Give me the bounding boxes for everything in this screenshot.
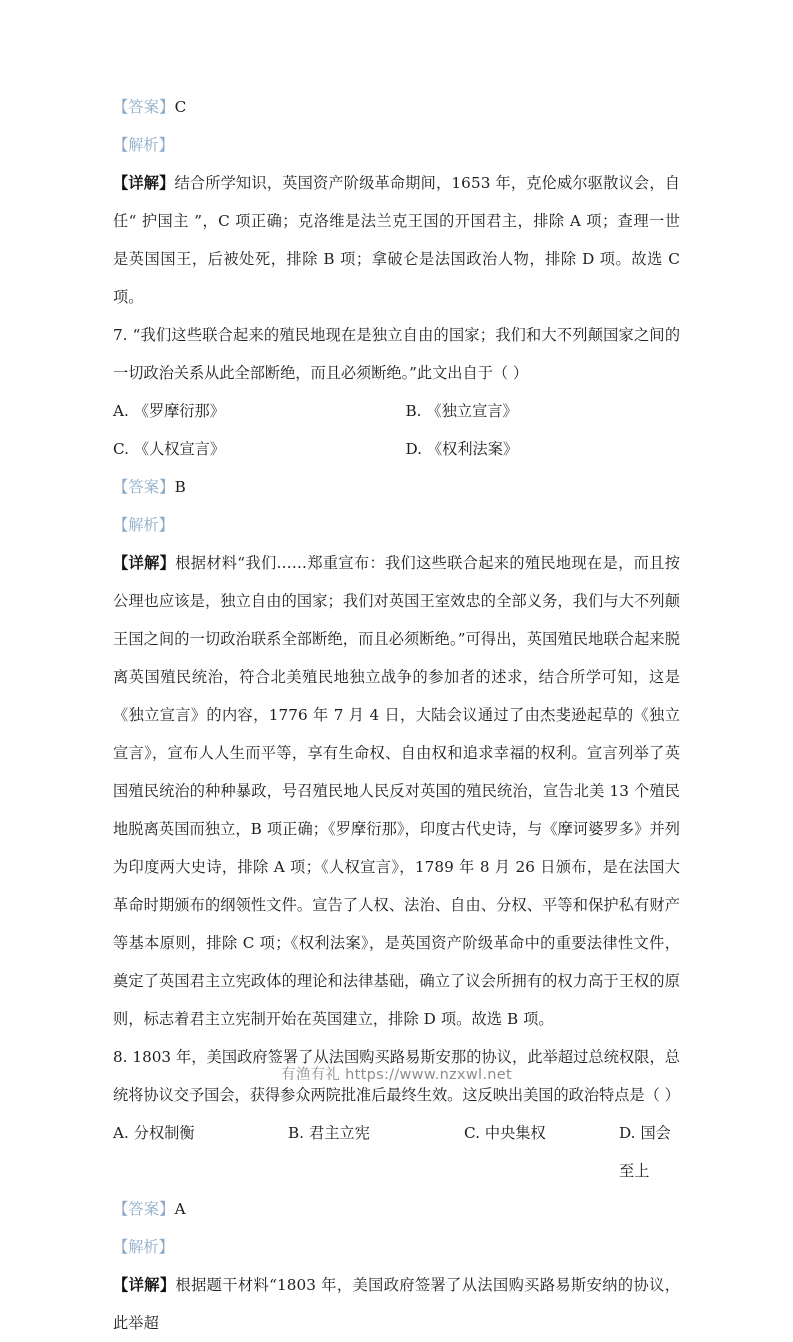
detail-text-q7: 根据材料“我们……郑重宣布：我们这些联合起来的殖民地现在是，而且按公理也应该是，独立自由的国家；我们对英国王室效忠的全部义务，我们与大不列颠王国之间的一切政治联系全部断绝，而且必须断绝。”可得出，英国殖民地联合起来脱离英国殖民统治，符合北美殖民地独立战争的参加者的述求，结合所学可知，这是《独立宣言》的内容，1776 年 7 月 4 日，大陆会议通过了由杰斐逊起草的《独立宣言》，宣布人人生而平等，享有生命权、自由权和追求幸福的权利。宣言列举了英国殖民统治的种种暴政，号召殖民地人民反对英国的殖民统治，宣告北美 13 个殖民地脱离英国而独立，B 项正确；《罗摩衍那》，印度古代史诗，与《摩诃婆罗多》并列为印度两大史诗，排除 A 项；《人权宣言》，1789 年 8 月 26 日颁布，是在法国大革命时期颁布的纲领性文件。宣告了人权、法治、自由、分权、平等和保护私有财产等基本原则，排除 C 项；《权利法案》，是英国资产阶级革命中的重要法律性文件，奠定了英国君主立宪政体的理论和法律基础，确立了议会所拥有的权力高于王权的原则，标志着君主立宪制开始在英国建立，排除 D 项。故选 B 项。 — [113, 554, 680, 1028]
document-content — [113, 88, 680, 1342]
option-text-7-b: 《独立宣言》 — [426, 402, 518, 420]
option-label-7-c: C. — [113, 440, 129, 458]
option-label-7-b: B. — [405, 402, 422, 420]
option-text-7-c: 《人权宣言》 — [133, 440, 226, 458]
option-row-8 — [113, 1114, 680, 1190]
analysis-tag-q8: 【解析】 — [113, 1238, 174, 1256]
option-8-c[interactable] — [464, 1114, 619, 1190]
option-label-8-b: B. — [288, 1124, 304, 1142]
option-7-a[interactable] — [113, 392, 397, 430]
answer-value-q8: A — [174, 1200, 186, 1218]
detail-tag-q8: 【详解】 — [113, 1276, 176, 1294]
answer-line-q7 — [113, 468, 680, 506]
option-text-7-d: 《权利法案》 — [426, 440, 519, 458]
detail-tag-q7: 【详解】 — [113, 554, 176, 572]
option-text-8-c: 中央集权 — [484, 1124, 546, 1142]
option-label-8-a: A. — [113, 1124, 129, 1142]
option-row-7-1 — [113, 392, 680, 430]
question-text-7: “我们这些联合起来的殖民地现在是独立自由的国家；我们和大不列颠国家之间的一切政治关系从此全部断绝，而且必须断绝。”此文出自于（ ） — [113, 326, 681, 382]
option-text-7-a: 《罗摩衍那》 — [133, 402, 225, 420]
analysis-tag-q7: 【解析】 — [113, 516, 174, 534]
detail-paragraph-q8 — [113, 1266, 680, 1342]
question-text-8: 1803 年，美国政府签署了从法国购买路易斯安那的协议，此举超过总统权限，总统将协议交予国会，获得参众两院批准后最终生效。这反映出美国的政治特点是（ ） — [113, 1048, 680, 1104]
answer-value-q7: B — [174, 478, 186, 496]
option-label-8-d: D. — [619, 1124, 636, 1142]
answer-value-q6: C — [174, 98, 187, 116]
analysis-tag-q6: 【解析】 — [113, 136, 174, 154]
option-7-d[interactable] — [397, 430, 681, 468]
option-label-7-d: D. — [405, 440, 422, 458]
option-8-b[interactable] — [288, 1114, 464, 1190]
page-watermark: 有渔有礼 https://www.nzxwl.net — [281, 1067, 512, 1083]
option-7-b[interactable] — [397, 392, 681, 430]
question-stem-7 — [113, 316, 680, 392]
option-7-c[interactable] — [113, 430, 397, 468]
answer-tag-q8: 【答案】 — [113, 1200, 175, 1218]
option-row-7-2 — [113, 430, 680, 468]
question-number-8: 8. — [113, 1048, 128, 1066]
option-label-8-c: C. — [464, 1124, 480, 1142]
option-8-d[interactable] — [619, 1114, 680, 1190]
option-8-a[interactable] — [113, 1114, 288, 1190]
detail-paragraph-q7 — [113, 544, 680, 1038]
detail-paragraph-q6 — [113, 164, 680, 316]
answer-tag-q6: 【答案】 — [113, 98, 175, 116]
option-text-8-d: 国会至上 — [619, 1124, 671, 1180]
detail-text-q8: 根据题干材料“1803 年，美国政府签署了从法国购买路易斯安纳的协议，此举超 — [113, 1276, 680, 1332]
question-number-7: 7. — [113, 326, 128, 344]
option-label-7-a: A. — [113, 402, 129, 420]
detail-tag-q6: 【详解】 — [113, 174, 175, 192]
detail-text-q6: 结合所学知识，英国资产阶级革命期间，1653 年，克伦威尔驱散议会，自任“ 护国主 ”，C 项正确；克洛维是法兰克王国的开国君主，排除 A 项；查理一世是英国国王，后被处死，排除 B 项；拿破仑是法国政治人物，排除 D 项。故选 C 项。 — [113, 174, 680, 306]
answer-line-q8 — [113, 1190, 680, 1228]
answer-line-q6 — [113, 88, 680, 126]
option-text-8-a: 分权制衡 — [133, 1124, 195, 1142]
answer-tag-q7: 【答案】 — [113, 478, 175, 496]
option-text-8-b: 君主立宪 — [309, 1124, 370, 1142]
